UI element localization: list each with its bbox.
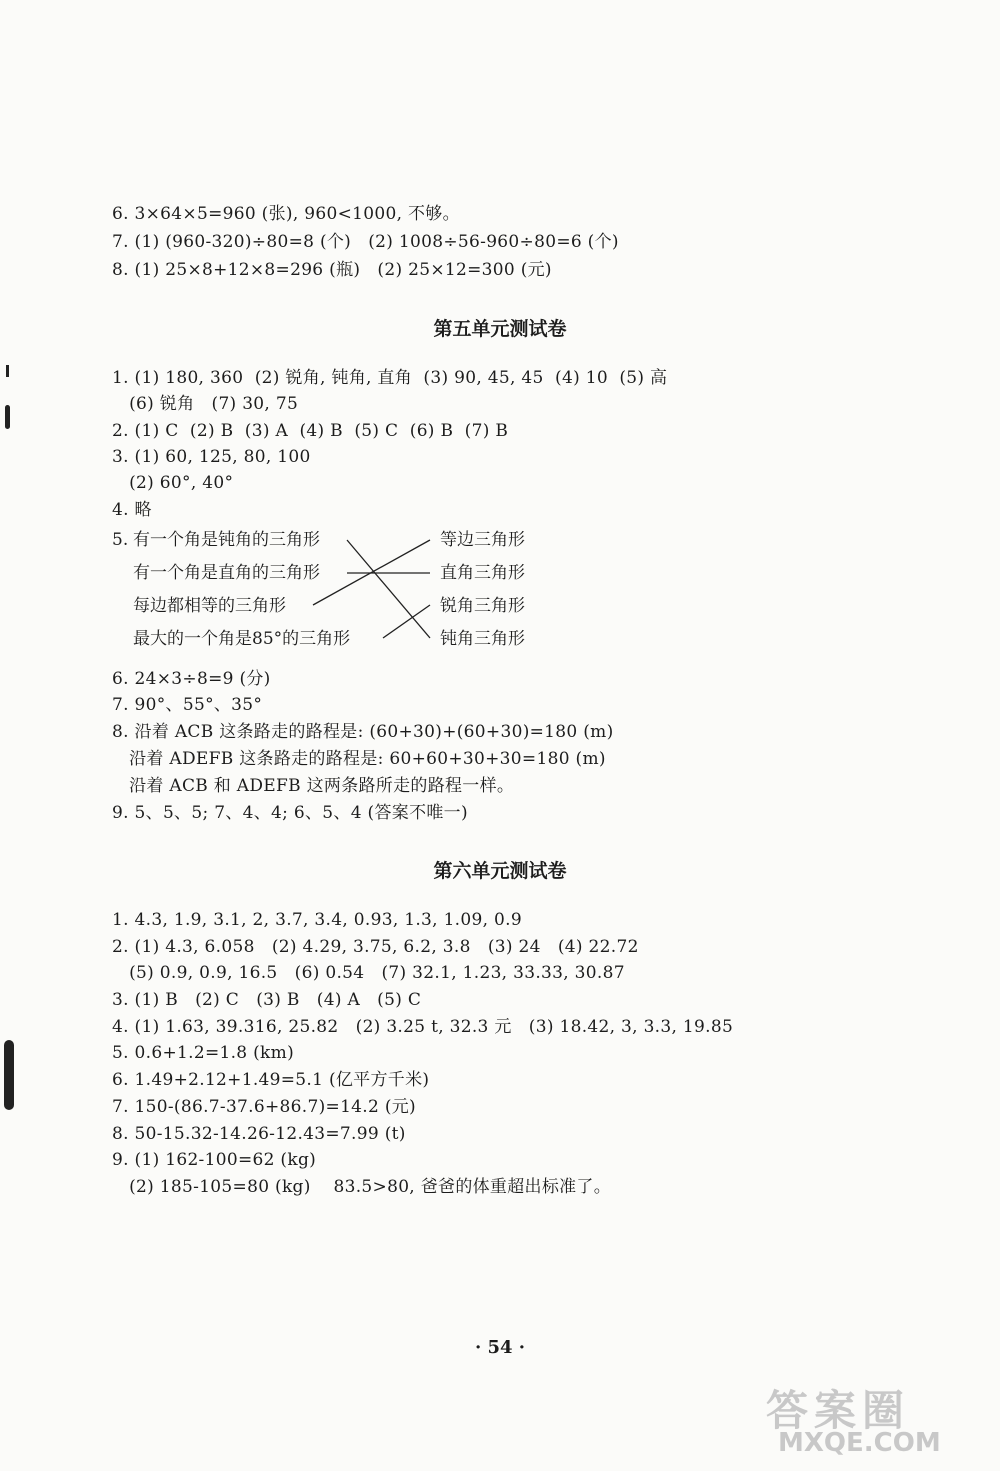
scan-mark — [6, 365, 9, 377]
question-number: 5. — [112, 530, 129, 550]
watermark-text: 答案圈 — [766, 1386, 911, 1435]
answer-line: 1. 4.3, 1.9, 3.1, 2, 3.7, 3.4, 0.93, 1.3, 1.09, 0.9 — [112, 910, 522, 930]
watermark-url: MXQE.COM — [778, 1428, 941, 1458]
answer-line: 7. 150-(86.7-37.6+86.7)=14.2 (元) — [112, 1097, 416, 1117]
answer-line: (2) 185-105=80 (kg) 83.5>80, 爸爸的体重超出标准了。 — [112, 1177, 612, 1197]
answer-line: (5) 0.9, 0.9, 16.5 (6) 0.54 (7) 32.1, 1.23, 33.33, 30.87 — [112, 963, 625, 983]
match-right-item: 等边三角形 — [440, 530, 525, 550]
answer-line: 3. (1) 60, 125, 80, 100 — [112, 447, 311, 467]
answer-line: 沿着 ACB 和 ADEFB 这两条路所走的路程一样。 — [112, 776, 515, 796]
match-left-item: 有一个角是钝角的三角形 — [133, 530, 320, 550]
answer-line: (6) 锐角 (7) 30, 75 — [112, 394, 299, 414]
answer-line: 2. (1) C (2) B (3) A (4) B (5) C (6) B (7) B — [112, 421, 509, 441]
match-line — [347, 540, 430, 638]
match-left-item: 每边都相等的三角形 — [133, 596, 286, 616]
answer-line: 1. (1) 180, 360 (2) 锐角, 钝角, 直角 (3) 90, 45, 45 (4) 10 (5) 高 — [112, 368, 668, 388]
answer-line: 7. (1) (960-320)÷80=8 (个) (2) 1008÷56-960÷80=6 (个) — [112, 232, 619, 252]
match-right-item: 直角三角形 — [440, 563, 525, 583]
answer-line: 9. (1) 162-100=62 (kg) — [112, 1150, 317, 1170]
answer-line: 2. (1) 4.3, 6.058 (2) 4.29, 3.75, 6.2, 3.8 (3) 24 (4) 22.72 — [112, 937, 639, 957]
match-right-item: 钝角三角形 — [440, 629, 525, 649]
answer-line: 8. 沿着 ACB 这条路走的路程是: (60+30)+(60+30)=180 (m) — [112, 722, 614, 742]
answer-line: 5. 0.6+1.2=1.8 (km) — [112, 1043, 295, 1063]
scan-mark — [4, 1040, 14, 1110]
answer-line: (2) 60°, 40° — [112, 473, 234, 493]
answer-line: 6. 3×64×5=960 (张), 960<1000, 不够。 — [112, 204, 460, 224]
answer-line: 6. 24×3÷8=9 (分) — [112, 669, 271, 689]
match-left-item: 最大的一个角是85°的三角形 — [133, 629, 351, 649]
answer-line: 7. 90°、55°、35° — [112, 695, 263, 715]
match-left-item: 有一个角是直角的三角形 — [133, 563, 320, 583]
answer-line: 3. (1) B (2) C (3) B (4) A (5) C — [112, 990, 422, 1010]
answer-line: 4. 略 — [112, 500, 152, 520]
page-number: · 54 · — [474, 1337, 526, 1358]
match-right-item: 锐角三角形 — [440, 596, 525, 616]
section-title: 第五单元测试卷 — [433, 318, 567, 340]
answer-line: 9. 5、5、5; 7、4、4; 6、5、4 (答案不唯一) — [112, 803, 468, 823]
section-title: 第六单元测试卷 — [433, 860, 567, 882]
answer-line: 4. (1) 1.63, 39.316, 25.82 (2) 3.25 t, 32.3 元 (3) 18.42, 3, 3.3, 19.85 — [112, 1017, 734, 1037]
answer-line: 8. (1) 25×8+12×8=296 (瓶) (2) 25×12=300 (元) — [112, 260, 552, 280]
answer-line: 6. 1.49+2.12+1.49=5.1 (亿平方千米) — [112, 1070, 430, 1090]
answer-line: 8. 50-15.32-14.26-12.43=7.99 (t) — [112, 1124, 406, 1144]
scan-mark — [5, 405, 10, 429]
answer-line: 沿着 ADEFB 这条路走的路程是: 60+60+30+30=180 (m) — [112, 749, 606, 769]
watermark — [758, 1378, 988, 1463]
